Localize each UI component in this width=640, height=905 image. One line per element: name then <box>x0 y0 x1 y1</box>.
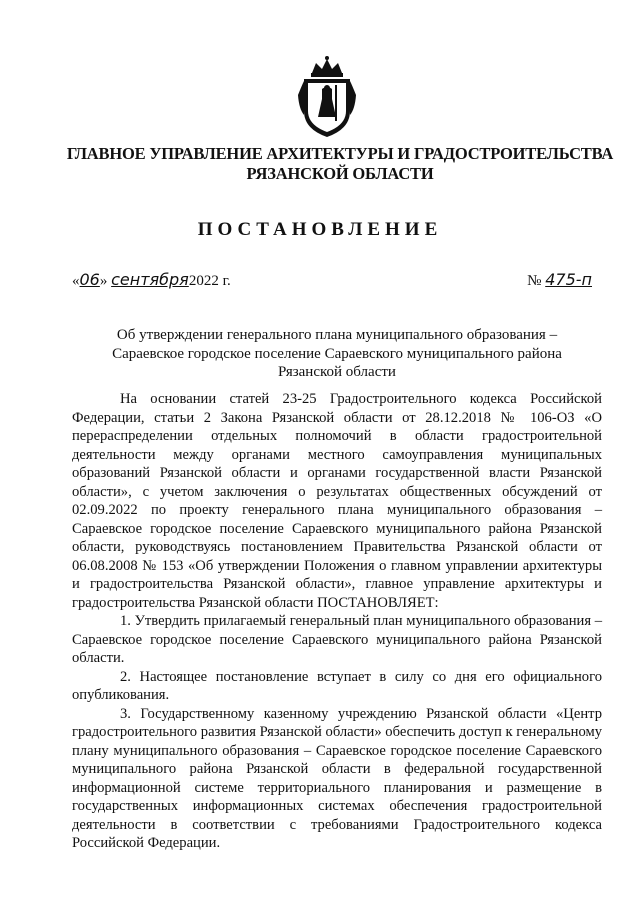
preamble-paragraph: На основании статей 23-25 Градостроительного кодекса Российской Федерации, статьи 2 Закона Рязанской области от 28.12.2018 № 106-ОЗ «О перераспределении отдельных полномочий в области градостроительной деятельности между органами местного самоуправления муниципальных образований Рязанской области и органами государственной власти Рязанской области», с учетом заключения о результатах общественных обсуждений от 02.09.2022 по проекту генерального плана муниципального образования – Сараевское городское поселение Сараевского муниципального района Рязанской области, руководствуясь постановлением Правительства Рязанской области от 06.08.2008 № 153 «Об утверждении Положения о главном управлении архитектуры и градостроительства Рязанской области», главное управление архитектуры и градостроительства Рязанской области ПОСТАНОВЛЯЕТ: <box>72 391 602 611</box>
date-day: 06 <box>79 270 100 289</box>
document-body <box>72 390 602 853</box>
document-type-title: ПОСТАНОВЛЕНИЕ <box>197 219 443 240</box>
document-subject <box>72 326 602 382</box>
authority-line-1: ГЛАВНОЕ УПРАВЛЕНИЕ АРХИТЕКТУРЫ И ГРАДОСТРОИТЕЛЬСТВА <box>66 144 614 163</box>
subject-line-2: Сараевское городское поселение Сараевского муниципального района <box>112 345 562 362</box>
date-month: сентября <box>111 270 189 289</box>
number-value: 475-п <box>545 270 592 289</box>
issuing-authority <box>40 144 640 184</box>
item-1-paragraph: 1. Утвердить прилагаемый генеральный план муниципального образования – Сараевское городское поселение Сараевского муниципального района Рязанской области. <box>72 613 602 666</box>
item-2-paragraph: 2. Настоящее постановление вступает в силу со дня его официального опубликования. <box>72 668 602 703</box>
authority-line-2: РЯЗАНСКОЙ ОБЛАСТИ <box>246 164 434 183</box>
item-3-paragraph: 3. Государственному казенному учреждению Рязанской области «Центр градостроительного развития Рязанской области» обеспечить доступ к генеральному плану муниципального образования – Сараевское городское поселение Сараевского муниципального района Рязанской области в федеральной государственной информационной системе территориального планирования и размещение в государственных информационных системах обеспечения градостроительной деятельности в соответствии с требованиями Градостроительного кодекса Российской Федерации. <box>72 705 602 851</box>
number-prefix: № <box>527 273 542 289</box>
date-year: 2022 г. <box>188 273 231 289</box>
subject-line-3: Рязанской области <box>278 364 396 380</box>
document-date: «06» сентября2022 г. <box>72 270 231 289</box>
coat-of-arms-emblem <box>296 55 358 139</box>
document-number <box>527 270 592 290</box>
subject-line-1: Об утверждении генерального плана муниципального образования – <box>116 327 558 343</box>
